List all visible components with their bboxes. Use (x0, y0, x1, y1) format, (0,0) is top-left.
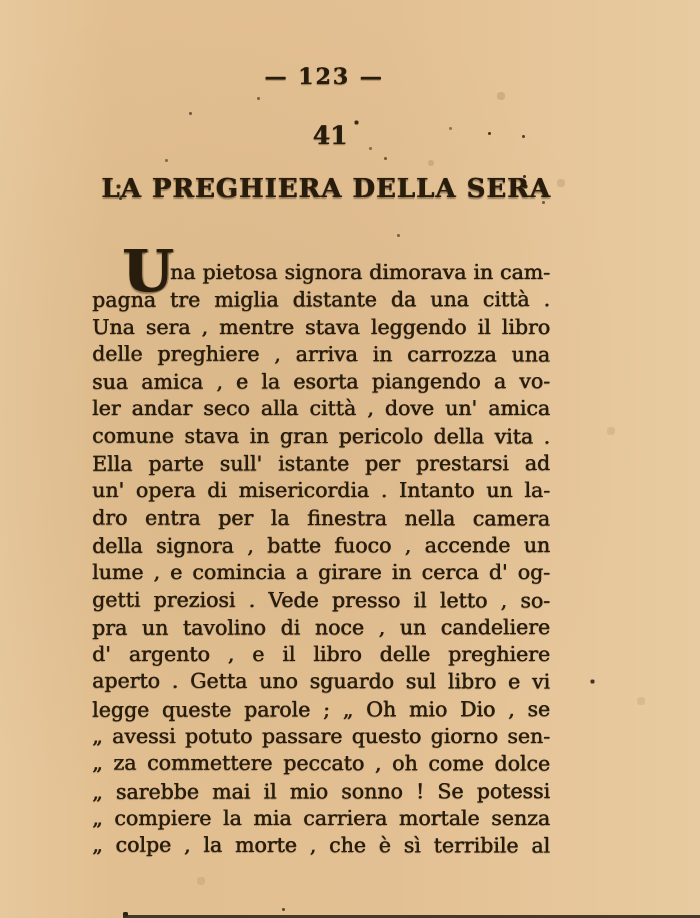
text-line: Ella parte sull' istante per prestarsi ad (91, 451, 551, 476)
text-lines (92, 286, 550, 859)
text-line: Una sera , mentre stava leggendo il libro (92, 314, 550, 339)
text-line: delle preghiere , arriva in carrozza una (91, 341, 551, 367)
text-line: lume , e comincia a girare in cerca d' og- (92, 560, 550, 585)
text-line: pagna tre miglia distante da una città . (91, 287, 551, 313)
text-line: dro entra per la finestra nella camera (91, 505, 551, 531)
text-line: „ avessi potuto passare questo giorno sen- (92, 724, 550, 749)
chapter-title: LA PREGHIERA DELLA SERA (101, 174, 551, 204)
first-line-text: na pietosa signora dimorava in cam- (170, 260, 550, 284)
text-line: della signora , batte fuoco , accende un (91, 532, 551, 558)
chapter-number: 41 (312, 121, 348, 150)
foxing-blotches (0, 0, 2, 2)
text-line: sua amica , e la esorta piangendo a vo- (91, 369, 551, 394)
text-line: legge queste parole ; „ Oh mio Dio , se (91, 696, 551, 722)
text-line: „ compiere la mia carriera mortale senza (92, 805, 550, 830)
body-text (91, 237, 551, 860)
text-line: aperto . Getta uno sguardo sul libro e vi (91, 668, 551, 694)
text-line: „ za commettere peccato , oh come dolce (91, 750, 551, 776)
drop-cap-initial: U (122, 237, 173, 305)
text-line: ler andar seco alla città , dove un' amica (92, 396, 550, 421)
text-line: „ colpe , la morte , che è sì terribile al (91, 832, 551, 858)
text-line: d' argento , e il libro delle preghiere (92, 642, 550, 667)
text-line: un' opera di misericordia . Intanto un la- (92, 478, 550, 503)
page-number: — 123 — (264, 64, 384, 90)
text-line: getti preziosi . Vede presso il letto , so- (91, 587, 551, 613)
text-line: „ sarebbe mai il mio sonno ! Se potessi (91, 778, 551, 804)
text-line: comune stava in gran pericolo della vita . (91, 423, 551, 449)
text-line: pra un tavolino di noce , un candeliere (91, 614, 551, 640)
